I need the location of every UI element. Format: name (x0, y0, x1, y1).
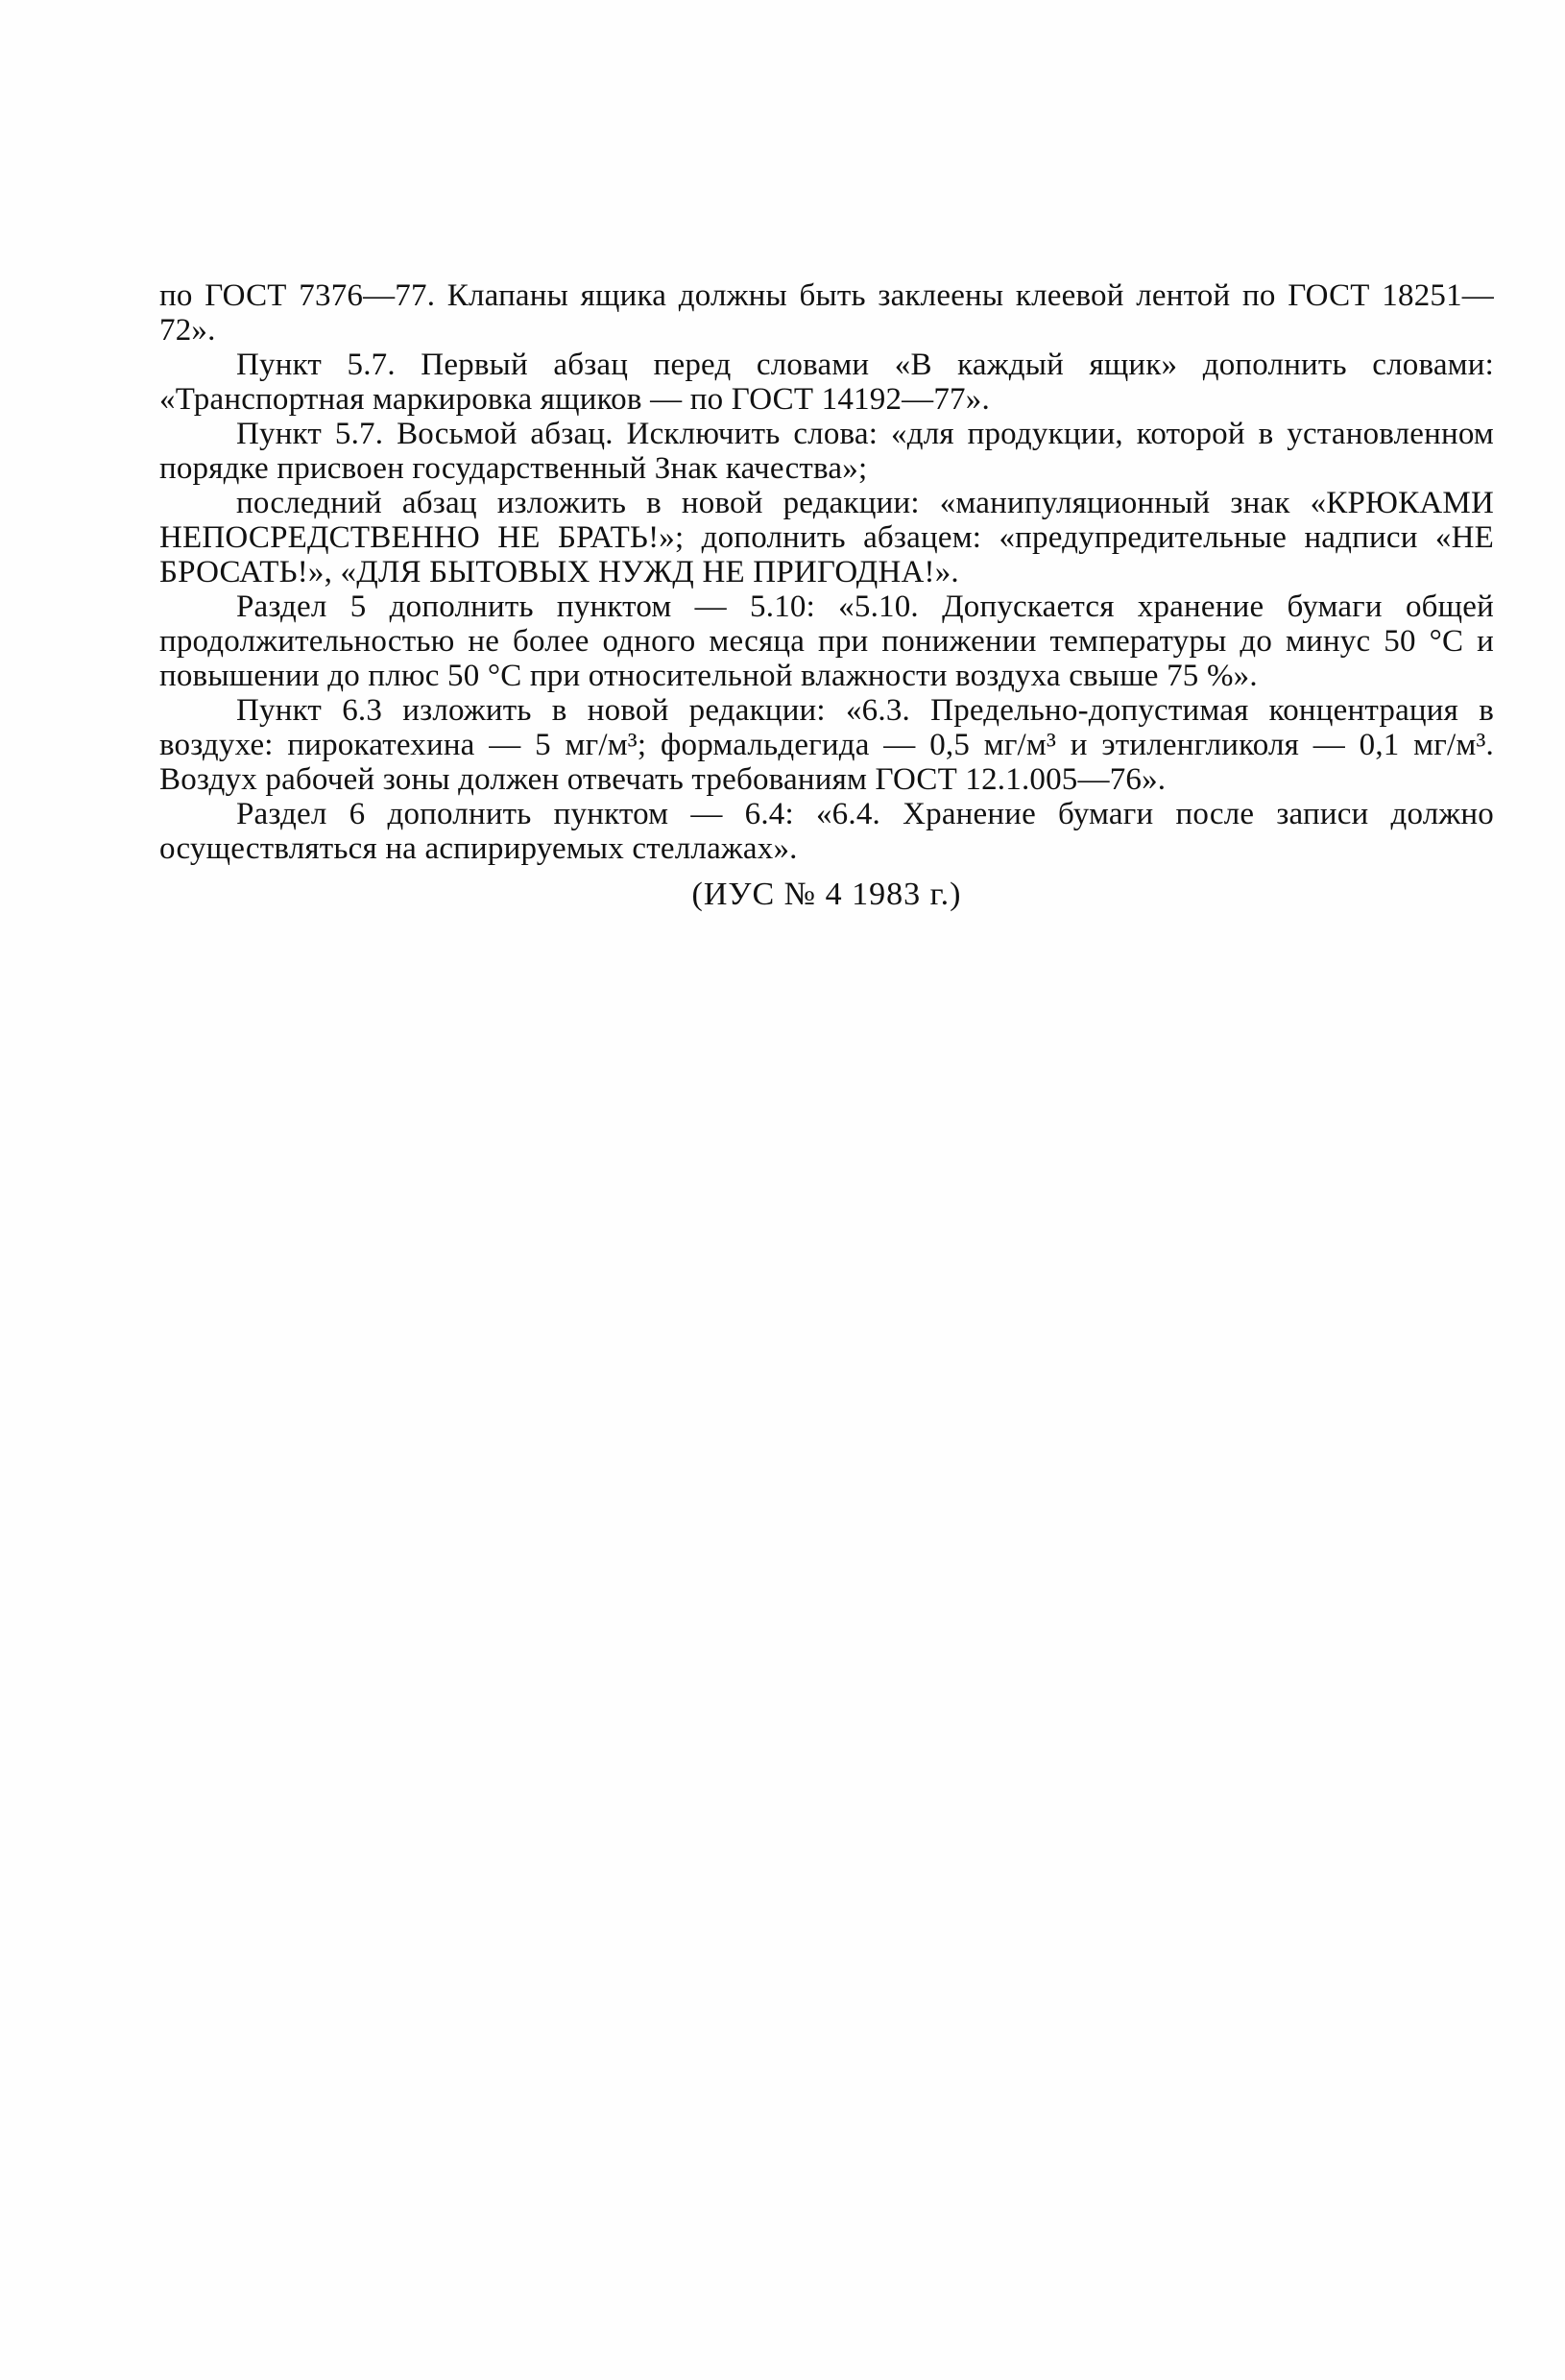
paragraph-section-5-10: Раздел 5 дополнить пунктом — 5.10: «5.10. Допускается хранение бумаги общей продолжительностью не более одного месяца при понижении температуры до минус 50 °С и повышении до плюс 50 °С при относительной влажности воздуха свыше 75 %». (159, 589, 1494, 693)
paragraph-section-6-4: Раздел 6 дополнить пунктом — 6.4: «6.4. Хранение бумаги после записи должно осуществляться на аспирируемых стеллажах». (159, 797, 1494, 866)
document-body (159, 278, 1494, 912)
paragraph-gost-7376: по ГОСТ 7376—77. Клапаны ящика должны быть заклеены клеевой лентой по ГОСТ 18251—72». (159, 278, 1494, 348)
ius-reference: (ИУС № 4 1983 г.) (691, 877, 962, 912)
paragraph-item-5-7-eighth: Пункт 5.7. Восьмой абзац. Исключить слова: «для продукции, которой в установленном порядке присвоен государственный Знак качества»; (159, 417, 1494, 486)
paragraph-item-5-7-first: Пункт 5.7. Первый абзац перед словами «В каждый ящик» дополнить словами: «Транспортная маркировка ящиков — по ГОСТ 14192—77». (159, 348, 1494, 417)
paragraph-last-abzac: последний абзац изложить в новой редакции: «манипуляционный знак «КРЮКАМИ НЕПОСРЕДСТВЕННО НЕ БРАТЬ!»; дополнить абзацем: «предупредительные надписи «НЕ БРОСАТЬ!», «ДЛЯ БЫТОВЫХ НУЖД НЕ ПРИГОДНА!». (159, 486, 1494, 589)
paragraph-item-6-3: Пункт 6.3 изложить в новой редакции: «6.3. Предельно-допустимая концентрация в воздухе: пирокатехина — 5 мг/м³; формальдегида — 0,5 мг/м³ и этиленгликоля — 0,1 мг/м³. Воздух рабочей зоны должен отвечать требованиям ГОСТ 12.1.005—76». (159, 693, 1494, 797)
